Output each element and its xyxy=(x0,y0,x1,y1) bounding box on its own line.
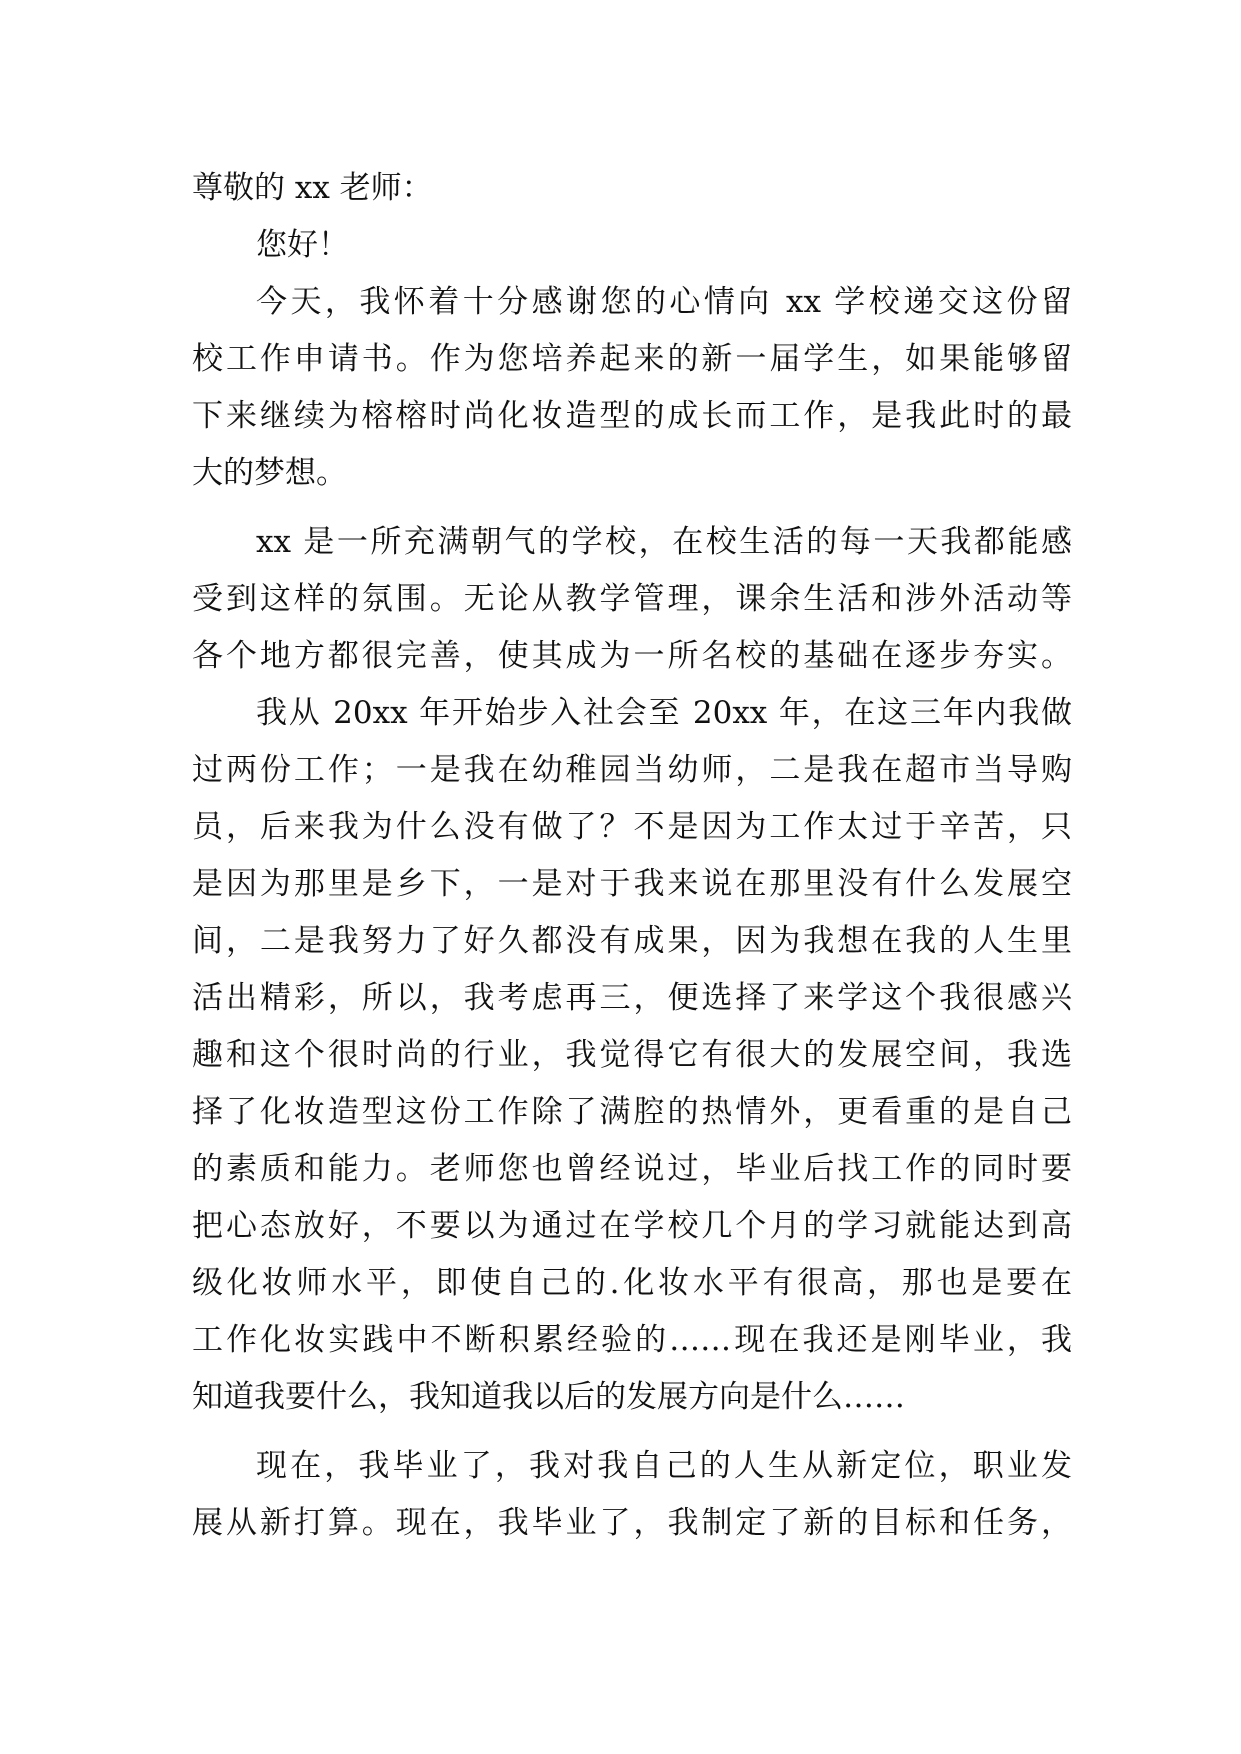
paragraph-line: 现在，我毕业了，我对我自己的人生从新定位，职业发 xyxy=(256,1448,1072,1484)
salutation-line: 您好！ xyxy=(256,227,349,263)
paragraph-line: 大的梦想。 xyxy=(192,455,347,491)
paragraph-line: 工作化妆实践中不断积累经验的……现在我还是刚毕业，我 xyxy=(192,1322,1072,1358)
paragraph-line: 受到这样的氛围。无论从教学管理，课余生活和涉外活动等 xyxy=(192,581,1072,617)
paragraph-line: 把心态放好，不要以为通过在学校几个月的学习就能达到高 xyxy=(192,1208,1072,1244)
paragraph-line: xx 是一所充满朝气的学校，在校生活的每一天我都能感 xyxy=(256,524,1072,560)
paragraph-3 xyxy=(192,685,1072,1426)
paragraph-line: 趣和这个很时尚的行业，我觉得它有很大的发展空间，我选 xyxy=(192,1037,1072,1073)
greeting-line: 尊敬的 xx 老师： xyxy=(192,170,433,206)
paragraph-line: 知道我要什么，我知道我以后的发展方向是什么…… xyxy=(192,1379,905,1415)
paragraph-line: 校工作申请书。作为您培养起来的新一届学生，如果能够留 xyxy=(192,341,1072,377)
paragraph-line: 各个地方都很完善，使其成为一所名校的基础在逐步夯实。 xyxy=(192,638,1072,674)
paragraph-line: 过两份工作；一是我在幼稚园当幼师，二是我在超市当导购 xyxy=(192,752,1072,788)
paragraph-line: 下来继续为榕榕时尚化妆造型的成长而工作，是我此时的最 xyxy=(192,398,1072,434)
paragraph-line: 今天，我怀着十分感谢您的心情向 xx 学校递交这份留 xyxy=(256,284,1072,320)
paragraph-line: 的素质和能力。老师您也曾经说过，毕业后找工作的同时要 xyxy=(192,1151,1072,1187)
paragraph-line: 间，二是我努力了好久都没有成果，因为我想在我的人生里 xyxy=(192,923,1072,959)
paragraph-line: 我从 20xx 年开始步入社会至 20xx 年，在这三年内我做 xyxy=(256,695,1072,731)
paragraph-line: 是因为那里是乡下，一是对于我来说在那里没有什么发展空 xyxy=(192,866,1072,902)
paragraph-line: 活出精彩，所以，我考虑再三，便选择了来学这个我很感兴 xyxy=(192,980,1072,1016)
letter-body xyxy=(192,160,1072,1552)
paragraph-line: 展从新打算。现在，我毕业了，我制定了新的目标和任务， xyxy=(192,1505,1072,1541)
paragraph-line: 员，后来我为什么没有做了？不是因为工作太过于辛苦，只 xyxy=(192,809,1072,845)
paragraph-4 xyxy=(192,1438,1072,1552)
paragraph-1 xyxy=(192,274,1072,502)
paragraph-line: 择了化妆造型这份工作除了满腔的热情外，更看重的是自己 xyxy=(192,1094,1072,1130)
paragraph-2 xyxy=(192,514,1072,685)
paragraph-line: 级化妆师水平，即使自己的.化妆水平有很高，那也是要在 xyxy=(192,1265,1072,1301)
